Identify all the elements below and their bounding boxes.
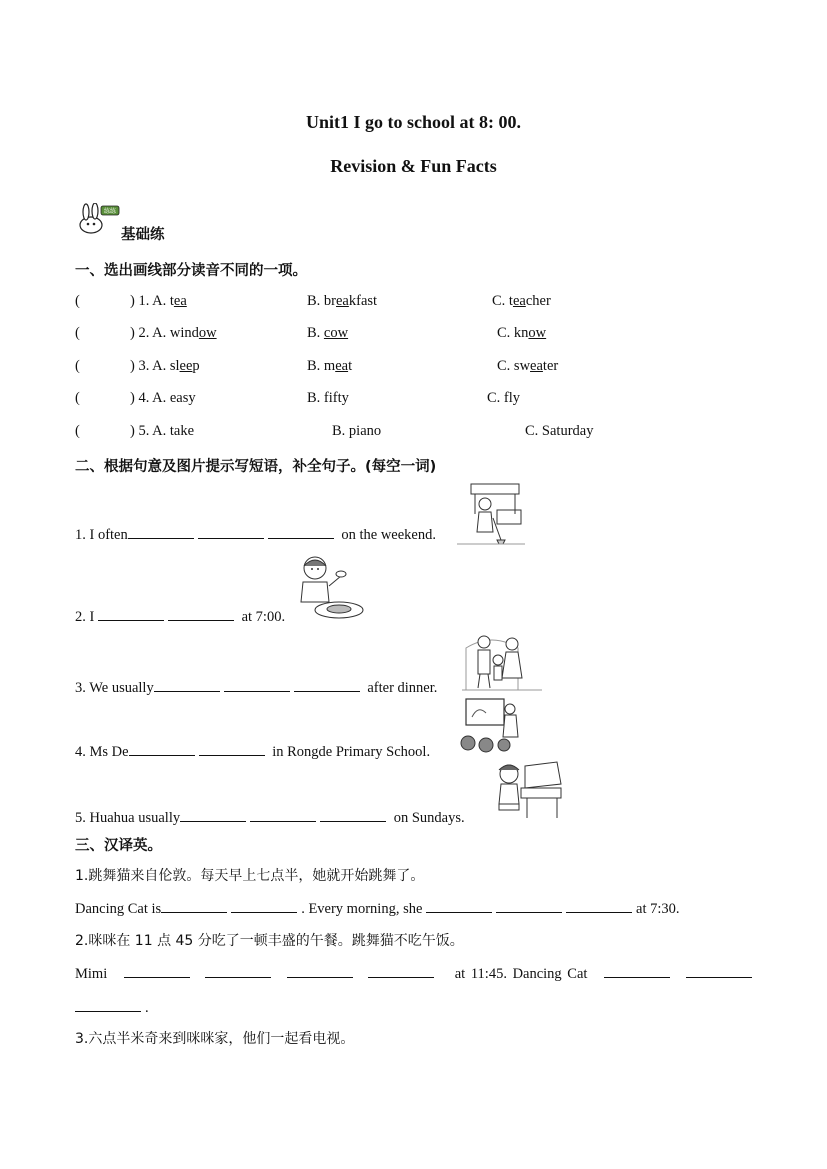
teaching-class-illustration (460, 697, 522, 757)
option-b: B. breakfast (307, 293, 378, 309)
eating-breakfast-illustration (295, 552, 365, 622)
paren-open: ( (75, 358, 80, 374)
option-a: ) 2. A. window (130, 325, 217, 341)
answer-blank[interactable] (231, 899, 297, 913)
playing-piano-illustration (487, 758, 563, 822)
s2-question-1: 1. I often on the weekend. (75, 527, 436, 543)
basic-practice-label: 基础练 (121, 227, 165, 243)
answer-blank[interactable] (129, 742, 195, 756)
answer-blank[interactable] (250, 808, 316, 822)
answer-blank[interactable] (124, 964, 190, 978)
answer-blank[interactable] (294, 678, 360, 692)
answer-blank[interactable] (224, 678, 290, 692)
answer-blank[interactable] (268, 525, 334, 539)
answer-blank[interactable] (154, 678, 220, 692)
answer-blank[interactable] (686, 964, 752, 978)
answer-blank[interactable] (604, 964, 670, 978)
answer-blank[interactable] (566, 899, 632, 913)
answer-slot[interactable] (82, 390, 128, 406)
answer-blank[interactable] (128, 525, 194, 539)
answer-blank[interactable] (320, 808, 386, 822)
option-c: C. fly (487, 390, 521, 406)
rabbit-icon (75, 203, 121, 235)
s2-question-2: 2. I at 7:00. (75, 609, 286, 625)
answer-blank[interactable] (205, 964, 271, 978)
page-title: Unit1 I go to school at 8: 00. (306, 112, 521, 132)
answer-slot[interactable] (82, 293, 128, 309)
option-c: C. teacher (492, 293, 551, 309)
answer-blank[interactable] (426, 899, 492, 913)
taking-a-walk-illustration (462, 630, 542, 692)
s3-question-2-english: Mimi at 11:45. Dancing Cat (75, 964, 756, 983)
paren-open: ( (75, 423, 80, 439)
paren-open: ( (75, 293, 80, 309)
option-a: ) 1. A. tea (130, 293, 187, 309)
s2-question-4: 4. Ms De in Rongde Primary School. (75, 744, 431, 760)
option-b: B. meat (307, 358, 353, 374)
paren-open: ( (75, 390, 80, 406)
answer-blank[interactable] (75, 998, 141, 1012)
s3-question-1-english: Dancing Cat is . Every morning, she at 7:30. (75, 901, 680, 917)
s3-question-1-chinese: 1.跳舞猫来自伦敦。每天早上七点半，她就开始跳舞了。 (75, 868, 425, 884)
answer-blank[interactable] (161, 899, 227, 913)
answer-blank[interactable] (287, 964, 353, 978)
answer-slot[interactable] (82, 358, 128, 374)
option-a: ) 5. A. take (130, 423, 195, 439)
answer-slot[interactable] (82, 325, 128, 341)
answer-blank[interactable] (180, 808, 246, 822)
option-c: C. know (497, 325, 547, 341)
badge-label: 练练 (103, 208, 117, 215)
option-c: C. Saturday (525, 423, 594, 439)
page-subtitle: Revision & Fun Facts (330, 156, 497, 176)
section2-heading: 二、根据句意及图片提示写短语，补全句子。(每空一词) (75, 459, 437, 475)
option-a: ) 4. A. easy (130, 390, 196, 406)
s2-question-5: 5. Huahua usually on Sundays. (75, 810, 465, 826)
answer-blank[interactable] (368, 964, 434, 978)
answer-blank[interactable] (168, 607, 234, 621)
answer-blank[interactable] (98, 607, 164, 621)
option-b: B. cow (307, 325, 349, 341)
option-b: B. fifty (307, 390, 349, 406)
answer-blank[interactable] (496, 899, 562, 913)
answer-blank[interactable] (199, 742, 265, 756)
option-a: ) 3. A. sleep (130, 358, 200, 374)
section1-heading: 一、选出画线部分读音不同的一项。 (75, 263, 307, 279)
answer-slot[interactable] (82, 423, 128, 439)
s3-question-2-english-cont: . (75, 998, 149, 1017)
section3-heading: 三、汉译英。 (75, 838, 162, 854)
answer-blank[interactable] (198, 525, 264, 539)
option-c: C. sweater (497, 358, 559, 374)
s3-question-2-chinese: 2.咪咪在 11 点 45 分吃了一顿丰盛的午餐。跳舞猫不吃午饭。 (75, 933, 464, 949)
s2-question-3: 3. We usually after dinner. (75, 680, 438, 696)
paren-open: ( (75, 325, 80, 341)
option-b: B. piano (332, 423, 382, 439)
sweeping-floor-illustration (457, 480, 525, 546)
s3-question-3-chinese: 3.六点半米奇来到咪咪家，他们一起看电视。 (75, 1031, 355, 1047)
